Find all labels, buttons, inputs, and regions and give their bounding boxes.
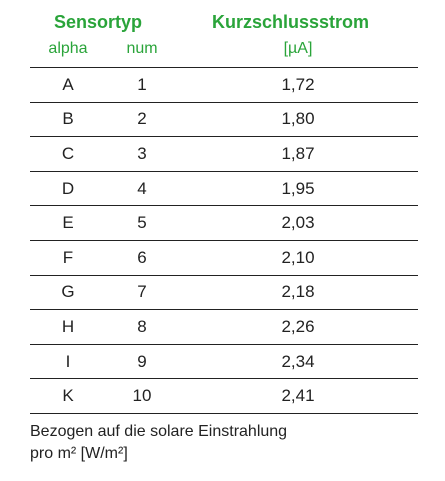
table-row: [30, 345, 418, 380]
current-cell: 2,10: [281, 247, 315, 267]
kurzschlussstrom-header: Kurzschlussstrom: [212, 12, 370, 32]
table-row: [30, 103, 418, 138]
table-header: [30, 8, 418, 68]
alpha-cell: F: [62, 247, 74, 267]
num-cell: 5: [137, 213, 147, 233]
alpha-cell: B: [62, 109, 74, 129]
alpha-cell: H: [61, 316, 75, 336]
table-row: [30, 379, 418, 414]
current-cell: 1,95: [281, 178, 315, 198]
alpha-cell: G: [61, 282, 75, 302]
current-cell: 2,41: [281, 386, 315, 406]
alpha-cell: K: [62, 386, 74, 406]
alpha-subheader: alpha: [48, 40, 88, 57]
alpha-cell: D: [61, 178, 75, 198]
table-row: [30, 310, 418, 345]
num-cell: 6: [137, 247, 147, 267]
num-cell: 4: [137, 178, 147, 198]
alpha-cell: I: [65, 351, 71, 371]
table-row: [30, 206, 418, 241]
alpha-cell: C: [61, 143, 75, 163]
current-cell: 1,72: [281, 74, 315, 94]
current-cell: 2,03: [281, 213, 315, 233]
table-row: [30, 137, 418, 172]
unit-subheader: [µA]: [283, 40, 313, 57]
current-cell: 1,87: [281, 143, 315, 163]
table-body: [30, 68, 418, 414]
table-row: [30, 241, 418, 276]
num-cell: 8: [137, 316, 147, 336]
num-cell: 10: [132, 386, 152, 406]
table-row: [30, 172, 418, 207]
sensor-table: [30, 8, 418, 414]
footnote: [30, 421, 287, 465]
table-row: [30, 68, 418, 103]
table-row: [30, 276, 418, 311]
num-cell: 9: [137, 351, 147, 371]
num-cell: 7: [137, 282, 147, 302]
current-cell: 2,18: [281, 282, 315, 302]
alpha-cell: E: [62, 213, 74, 233]
alpha-cell: A: [62, 74, 74, 94]
num-cell: 3: [137, 143, 147, 163]
num-cell: 2: [137, 109, 147, 129]
sensortyp-header: Sensortyp: [54, 12, 143, 32]
footnote-line-2: pro m² [W/m²]: [30, 445, 128, 462]
current-cell: 2,26: [281, 316, 315, 336]
num-subheader: num: [126, 40, 158, 57]
current-cell: 2,34: [281, 351, 315, 371]
current-cell: 1,80: [281, 109, 315, 129]
footnote-line-1: Bezogen auf die solare Einstrahlung: [30, 423, 288, 440]
num-cell: 1: [137, 74, 147, 94]
